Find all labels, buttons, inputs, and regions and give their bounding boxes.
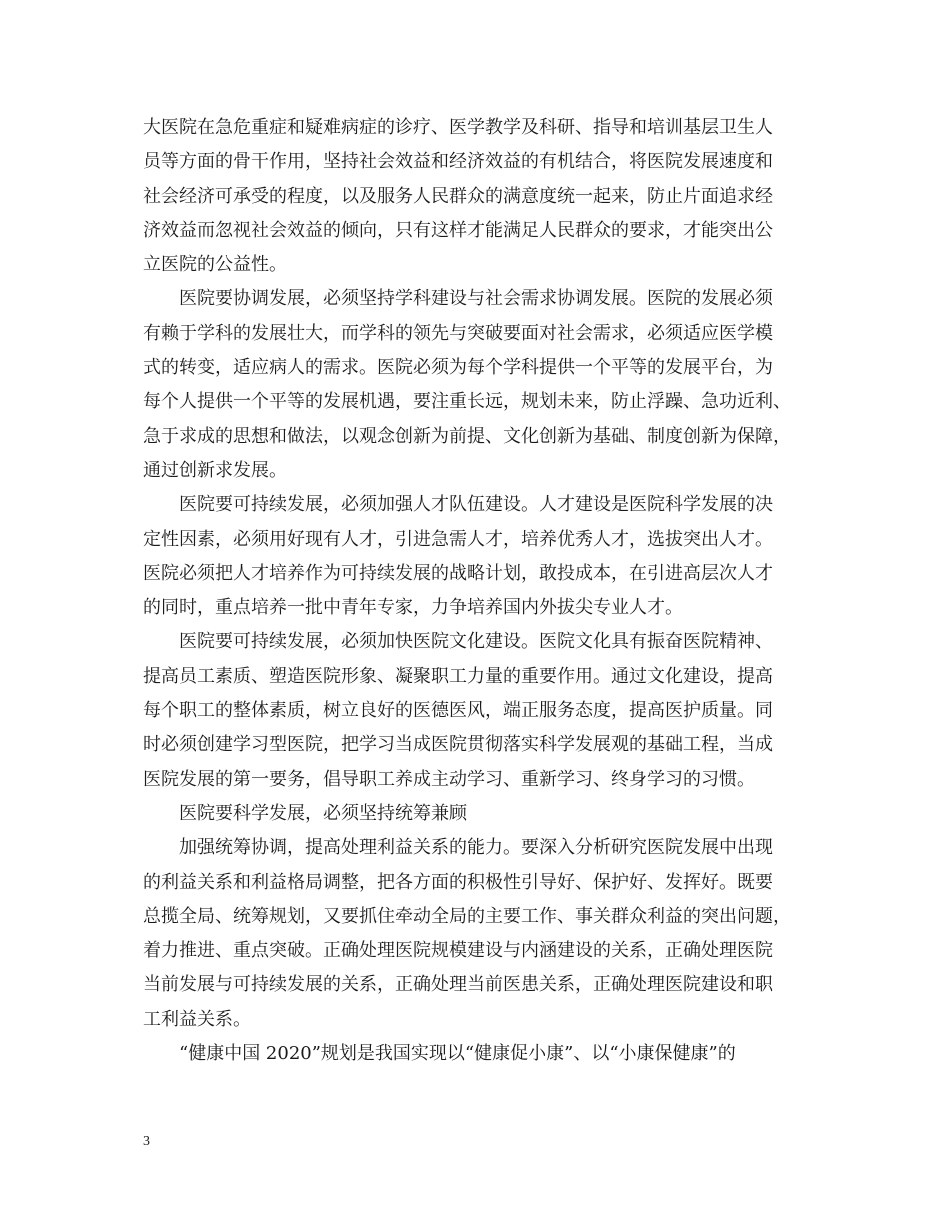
text-line: 总揽全局、统筹规划，又要抓住牵动全局的主要工作、事关群众利益的突出问题， xyxy=(143,905,791,927)
text-line: 工利益关系。 xyxy=(143,1008,251,1030)
text-line: “健康中国 2020”规划是我国实现以“健康促小康”、以“小康保健康”的 xyxy=(179,1043,736,1065)
page-number: 3 xyxy=(143,1134,150,1149)
text-line: 式的转变，适应病人的需求。医院必须为每个学科提供一个平等的发展平台，为 xyxy=(143,357,773,379)
text-line: 加强统筹协调，提高处理利益关系的能力。要深入分析研究医院发展中出现 xyxy=(179,837,773,859)
text-line: 医院要可持续发展，必须加强人才队伍建设。人才建设是医院科学发展的决 xyxy=(179,494,773,516)
text-line: 员等方面的骨干作用，坚持社会效益和经济效益的有机结合，将医院发展速度和 xyxy=(143,151,773,173)
text-line: 通过创新求发展。 xyxy=(143,459,287,481)
text-line: 济效益而忽视社会效益的倾向，只有这样才能满足人民群众的要求，才能突出公 xyxy=(143,219,773,241)
text-line: 每个职工的整体素质，树立良好的医德医风，端正服务态度，提高医护质量。同 xyxy=(143,700,773,722)
text-line: 医院发展的第一要务，倡导职工养成主动学习、重新学习、终身学习的习惯。 xyxy=(143,768,755,790)
body-text xyxy=(143,111,823,1071)
text-line: 医院要协调发展，必须坚持学科建设与社会需求协调发展。医院的发展必须 xyxy=(179,288,773,310)
text-line: 立医院的公益性。 xyxy=(143,254,287,276)
text-line: 的利益关系和利益格局调整，把各方面的积极性引导好、保护好、发挥好。既要 xyxy=(143,871,773,893)
section-heading: 医院要科学发展，必须坚持统筹兼顾 xyxy=(179,802,467,824)
text-line: 的同时，重点培养一批中青年专家，力争培养国内外拔尖专业人才。 xyxy=(143,597,683,619)
text-line: 社会经济可承受的程度，以及服务人民群众的满意度统一起来，防止片面追求经 xyxy=(143,185,773,207)
text-line: 时必须创建学习型医院，把学习当成医院贯彻落实科学发展观的基础工程，当成 xyxy=(143,734,773,756)
text-line: 有赖于学科的发展壮大，而学科的领先与突破要面对社会需求，必须适应医学模 xyxy=(143,322,773,344)
text-line: 提高员工素质、塑造医院形象、凝聚职工力量的重要作用。通过文化建设，提高 xyxy=(143,665,773,687)
text-line: 医院必须把人才培养作为可持续发展的战略计划，敢投成本，在引进高层次人才 xyxy=(143,562,773,584)
text-line: 每个人提供一个平等的发展机遇，要注重长远，规划未来，防止浮躁、急功近利、 xyxy=(143,391,791,413)
text-line: 急于求成的思想和做法，以观念创新为前提、文化创新为基础、制度创新为保障， xyxy=(143,425,791,447)
text-line: 当前发展与可持续发展的关系，正确处理当前医患关系，正确处理医院建设和职 xyxy=(143,974,773,996)
text-line: 大医院在急危重症和疑难病症的诊疗、医学教学及科研、指导和培训基层卫生人 xyxy=(143,117,773,138)
text-line: 医院要可持续发展，必须加快医院文化建设。医院文化具有振奋医院精神、 xyxy=(179,631,773,653)
text-line: 着力推进、重点突破。正确处理医院规模建设与内涵建设的关系，正确处理医院 xyxy=(143,940,773,962)
text-line: 定性因素，必须用好现有人才，引进急需人才，培养优秀人才，选拔突出人才。 xyxy=(143,528,773,550)
